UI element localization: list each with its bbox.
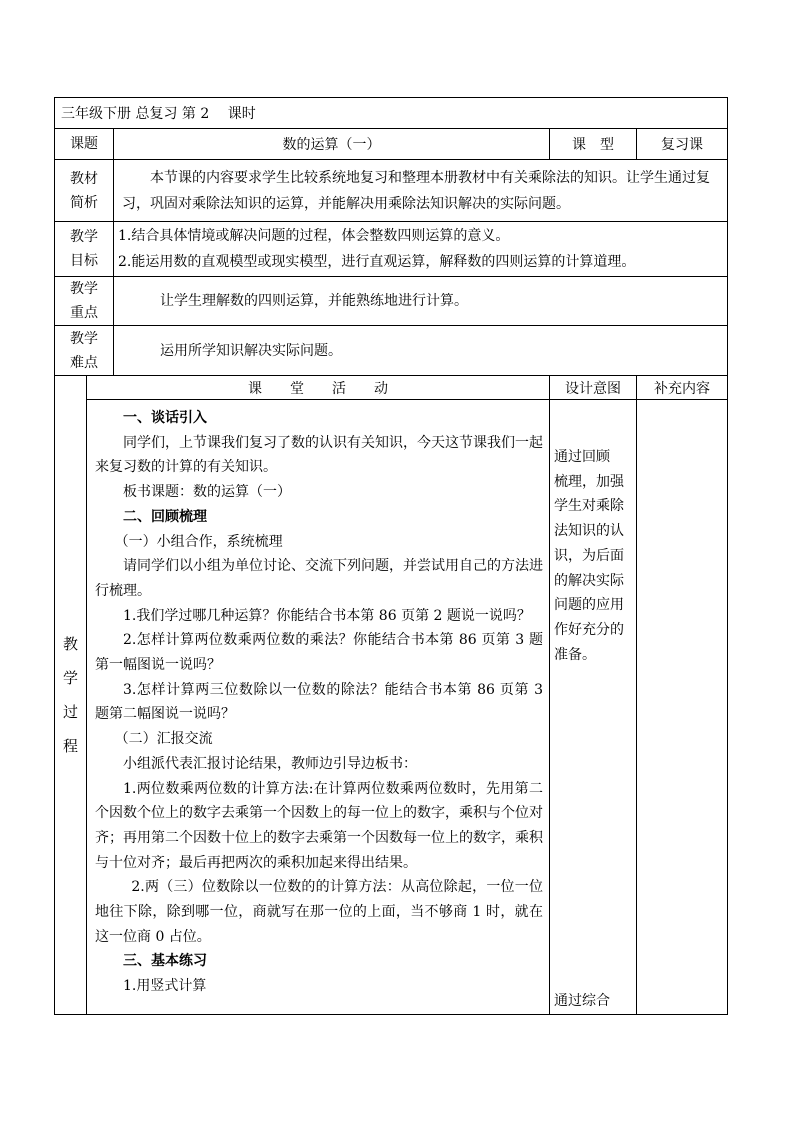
design-intent-line: 通过回顾 [554,449,610,465]
goal-item: 2.能运用数的直观模型或现实模型，进行直观运算，解释数的四则运算的计算道理。 [118,254,636,270]
process-side-char: 过 [62,703,78,722]
section-heading: 二、回顾梳理 [123,508,207,525]
process-side-label [55,376,87,1015]
design-intent-line: 学生对乘除 [554,498,624,515]
key-point-label [55,277,114,326]
goal-row [55,222,728,277]
activity-paragraph: 1.用竖式计算 [123,978,207,995]
activity-paragraph: 板书课题：数的运算（一） [123,484,291,501]
intro-label [55,160,114,222]
design-intent-line: 问题的应用 [554,597,624,614]
design-intent-line: 准备。 [554,646,596,663]
activity-column-header: 课 堂 活 动 [87,376,550,400]
goal-label-line: 教学 [70,229,98,245]
extra-column-header: 补充内容 [637,376,728,400]
lesson-type-label: 课 型 [550,129,637,160]
topic-value: 数的运算（一） [114,129,550,160]
process-body-row [55,400,728,1015]
section-heading: 三、基本练习 [123,953,207,970]
difficulty-row [55,326,728,376]
process-side-char: 学 [62,669,78,688]
process-side-char: 程 [62,737,78,756]
extra-content-cell [637,400,728,1015]
key-point-label-line: 教学 [70,281,98,297]
design-column-header: 设计意图 [550,376,637,400]
grade-lesson-header: 三年级下册 总复习 第 2 课时 [55,98,728,129]
activity-paragraph: 同学们，上节课我们复习了数的认识有关知识，今天这节课我们一起来复习数的计算的有关知识。 [95,434,543,476]
activity-paragraph: 1.我们学过哪几种运算？你能结合书本第 86 页第 2 题说一说吗？ [123,607,531,624]
process-side-char: 教 [62,635,78,654]
difficulty-text: 运用所学知识解决实际问题。 [114,326,728,376]
goal-text [114,222,728,277]
key-point-label-line: 重点 [70,305,98,321]
key-point-row [55,277,728,326]
activity-paragraph: （一）小组合作，系统梳理 [114,533,283,550]
design-intent-line: 梳理，加强 [554,473,624,490]
design-intent-line: 作好充分的 [554,621,624,638]
lesson-plan-table [54,97,728,1015]
design-intent-line: 通过综合 [554,993,610,1010]
activity-paragraph: 3.怎样计算两三位数除以一位数的除法？能结合书本第 86 页第 3 题第二幅图说一说吗？ [95,681,543,723]
difficulty-label-line: 难点 [70,354,98,371]
activity-paragraph: （二）汇报交流 [114,731,213,748]
activity-paragraph: 小组派代表汇报讨论结果，教师边引导边板书： [123,755,417,772]
process-header-row [55,376,728,400]
goal-label-line: 目标 [70,253,98,269]
design-intent-cell [550,400,637,1015]
lesson-type-value: 复习课 [637,129,728,160]
activity-content [87,400,550,1015]
activity-paragraph: 1.两位数乘两位数的计算方法:在计算两位数乘两位数时，先用第二个因数个位上的数字去乘第一个因数上的每一位上的数字，乘积与个位对齐；再用第二个因数十位上的数字去乘第一个因数每一位上的数字，乘积与十位对齐；最后再把两次的乘积加起来得出结果。 [95,780,543,871]
difficulty-label-line: 教学 [70,330,98,347]
header-row [55,98,728,129]
section-heading: 一、谈话引入 [123,410,207,426]
key-point-text: 让学生理解数的四则运算，并能熟练地进行计算。 [114,277,728,326]
intro-label-line: 简析 [70,194,98,211]
intro-label-line: 教材 [70,170,98,187]
goal-item: 1.结合具体情境或解决问题的过程，体会整数四则运算的意义。 [118,228,510,244]
difficulty-label [55,326,114,376]
activity-paragraph: 请同学们以小组为单位讨论、交流下列问题，并尝试用自己的方法进行梳理。 [95,558,543,599]
goal-label [55,222,114,277]
design-intent-line: 法知识的认 [554,523,624,540]
topic-label: 课题 [55,129,114,160]
design-intent-line: 的解决实际 [554,572,624,589]
topic-row [55,129,728,160]
activity-paragraph: 2.两（三）位数除以一位数的的计算方法：从高位除起，一位一位地往下除，除到哪一位，商就写在那一位的上面，当不够商 1 时，就在这一位商 0 占位。 [95,879,543,945]
design-intent-line: 识，为后面 [554,547,624,564]
intro-text: 本节课的内容要求学生比较系统地复习和整理本册教材中有关乘除法的知识。让学生通过复习，巩固对乘除法知识的运算，并能解决用乘除法知识解决的实际问题。 [114,160,728,222]
intro-row [55,160,728,222]
activity-paragraph: 2.怎样计算两位数乘两位数的乘法？你能结合书本第 86 页第 3 题第一幅图说一说吗？ [95,632,543,674]
